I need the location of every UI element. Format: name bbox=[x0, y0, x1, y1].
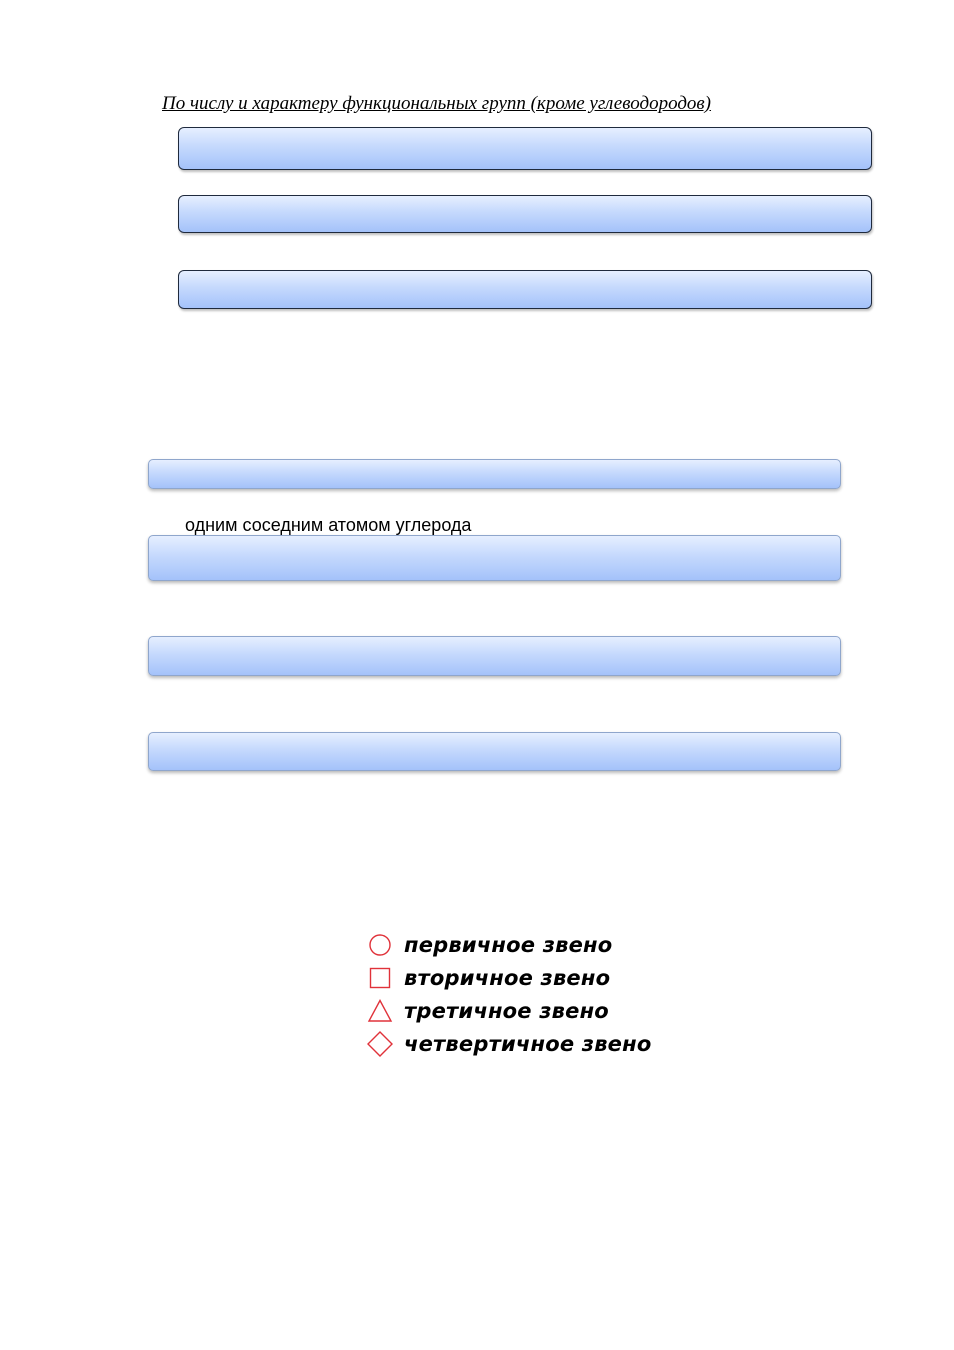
carbon-type-box-3 bbox=[148, 636, 841, 676]
section-heading-text: По числу и характеру функциональных групп (кроме углеводородов) bbox=[162, 93, 712, 114]
legend-label: третичное звено bbox=[404, 998, 609, 1023]
carbon-type-box-1 bbox=[148, 459, 841, 489]
carbon-type-caption: одним соседним атомом углерода bbox=[185, 515, 472, 535]
legend-item-tertiary bbox=[366, 994, 651, 1027]
square-icon bbox=[366, 964, 394, 992]
legend-label: вторичное звено bbox=[404, 965, 611, 990]
triangle-icon bbox=[366, 997, 394, 1025]
carbon-type-box-2 bbox=[148, 535, 841, 581]
legend-label: первичное звено bbox=[404, 932, 613, 957]
classification-box-1 bbox=[178, 127, 872, 170]
legend bbox=[366, 928, 651, 1060]
carbon-type-box-4 bbox=[148, 732, 841, 771]
circle-icon bbox=[366, 931, 394, 959]
legend-label: четвертичное звено bbox=[404, 1031, 652, 1056]
classification-box-2 bbox=[178, 195, 872, 233]
legend-item-quaternary bbox=[366, 1027, 651, 1060]
classification-box-3 bbox=[178, 270, 872, 309]
legend-item-primary bbox=[366, 928, 651, 961]
legend-item-secondary bbox=[366, 961, 651, 994]
section-heading bbox=[136, 92, 820, 116]
diamond-icon bbox=[366, 1030, 394, 1058]
